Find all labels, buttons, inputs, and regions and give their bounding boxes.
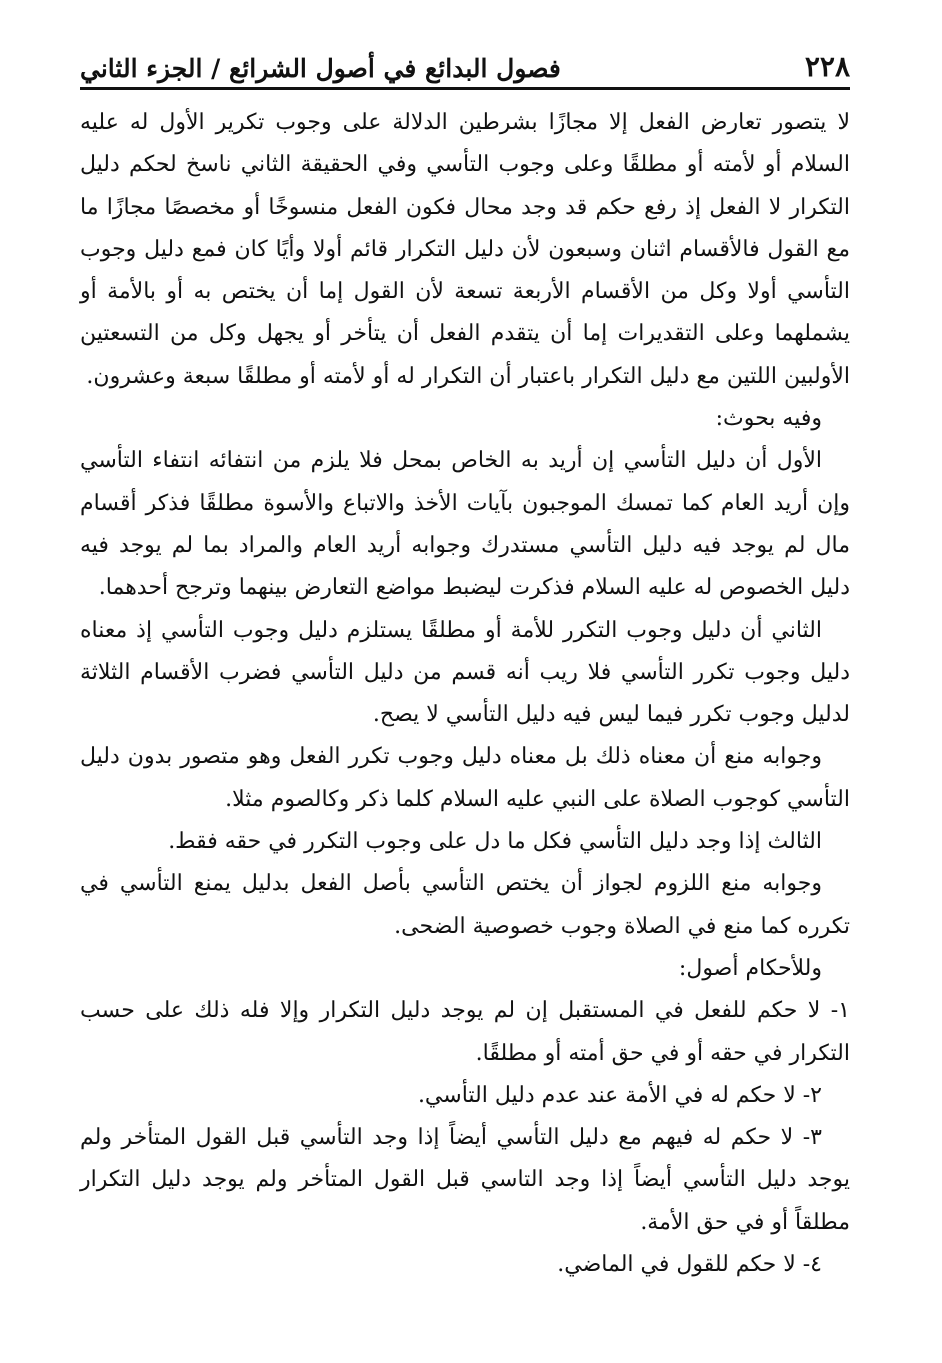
paragraph-second-point: الثاني أن دليل وجوب التكرر للأمة أو مطلقًا يستلزم دليل وجوب التأسي إذ معناه دليل وجوب تكرر التأسي فلا ريب أنه قسم من دليل التأسي فضرب الأقسام الثلاثة لدليل وجوب تكرر فيما ليس فيه دليل التأسي لا يصح. [80,617,851,728]
page-header [80,40,850,90]
paragraph-second-answer: وجوابه منع أن معناه ذلك بل معناه دليل وجوب تكرر الفعل وهو متصور بدون دليل التأسي كوجوب الصلاة على النبي عليه السلام كلما ذكر وكالصوم مثلا. [80,744,850,812]
paragraph-rules-heading: وللأحكام أصول: [678,955,822,981]
paragraph-section-heading: وفيه بحوث: [715,406,822,432]
rule-item-1: ١- لا حكم للفعل في المستقبل إن لم يوجد دليل التكرار وإلا فله ذلك على حسب التكرار في حقه أو في حق أمته أو مطلقًا. [80,998,850,1066]
paragraph-third-answer: وجوابه منع اللزوم لجواز أن يختص التأسي بأصل الفعل بدليل يمنع التأسي في تكرره كما منع في الصلاة وجوب خصوصية الضحى. [80,871,850,939]
page-number: ٢٢٨ [804,50,850,83]
page-body [80,102,850,1286]
rule-item-3: ٣- لا حكم له فيهم مع دليل التأسي أيضاً إذا وجد التأسي قبل القول المتأخر ولم يوجد دليل التأسي أيضاً إذا وجد التاسي قبل القول المتأخر ولم يوجد دليل التكرار مطلقاً أو في حق الأمة. [80,1125,850,1235]
rule-item-2: ٢- لا حكم له في الأمة عند عدم دليل التأسي. [417,1082,822,1108]
paragraph-intro: لا يتصور تعارض الفعل إلا مجازًا بشرطين الدلالة على وجوب تكرير الأول له عليه السلام أو لأمته أو مطلقًا وعلى وجوب التأسي وفي الحقيقة الثاني ناسخ لحكم دليل التكرار لا الفعل إذ رفع حكم قد وجد محال فكون الفعل منسوخًا أو مخصصًا مجازًا ما مع القول فالأقسام اثنان وسبعون لأن دليل التكرار قائم أولا وأيًا كان فمع دليل وجوب التأسي أولا وكل من الأقسام الأربعة تسعة لأن القول إما أن يختص به أو بالأمة أو يشملهما وعلى التقديرات إما أن يتقدم الفعل أن يتأخر أو يجهل وكل من التسعتين الأولبين اللتين مع دليل التكرار باعتبار أن التكرار له أو لأمته أو مطلقًا سبعة وعشرون. [80,110,850,389]
running-title: فصول البدائع في أصول الشرائع / الجزء الثاني [80,54,561,83]
paragraph-first-point: الأول أن دليل التأسي إن أريد به الخاص بمحل فلا يلزم من انتفائه انتفاء التأسي وإن أريد العام كما تمسك الموجبون بآيات الأخذ والاتباع والأسوة مطلقًا فذكر أقسام مال لم يوجد فيه دليل التأسي مستدرك وجوابه أريد العام والمراد بما لم يوجد فيه دليل الخصوص له عليه السلام فذكرت ليضبط مواضع التعارض بينهما وترجح أحدهما. [80,448,850,601]
paragraph-third-point: الثالث إذا وجد دليل التأسي فكل ما دل على وجوب التكرر في حقه فقط. [168,829,822,855]
rule-item-4: ٤- لا حكم للقول في الماضي. [557,1252,822,1278]
